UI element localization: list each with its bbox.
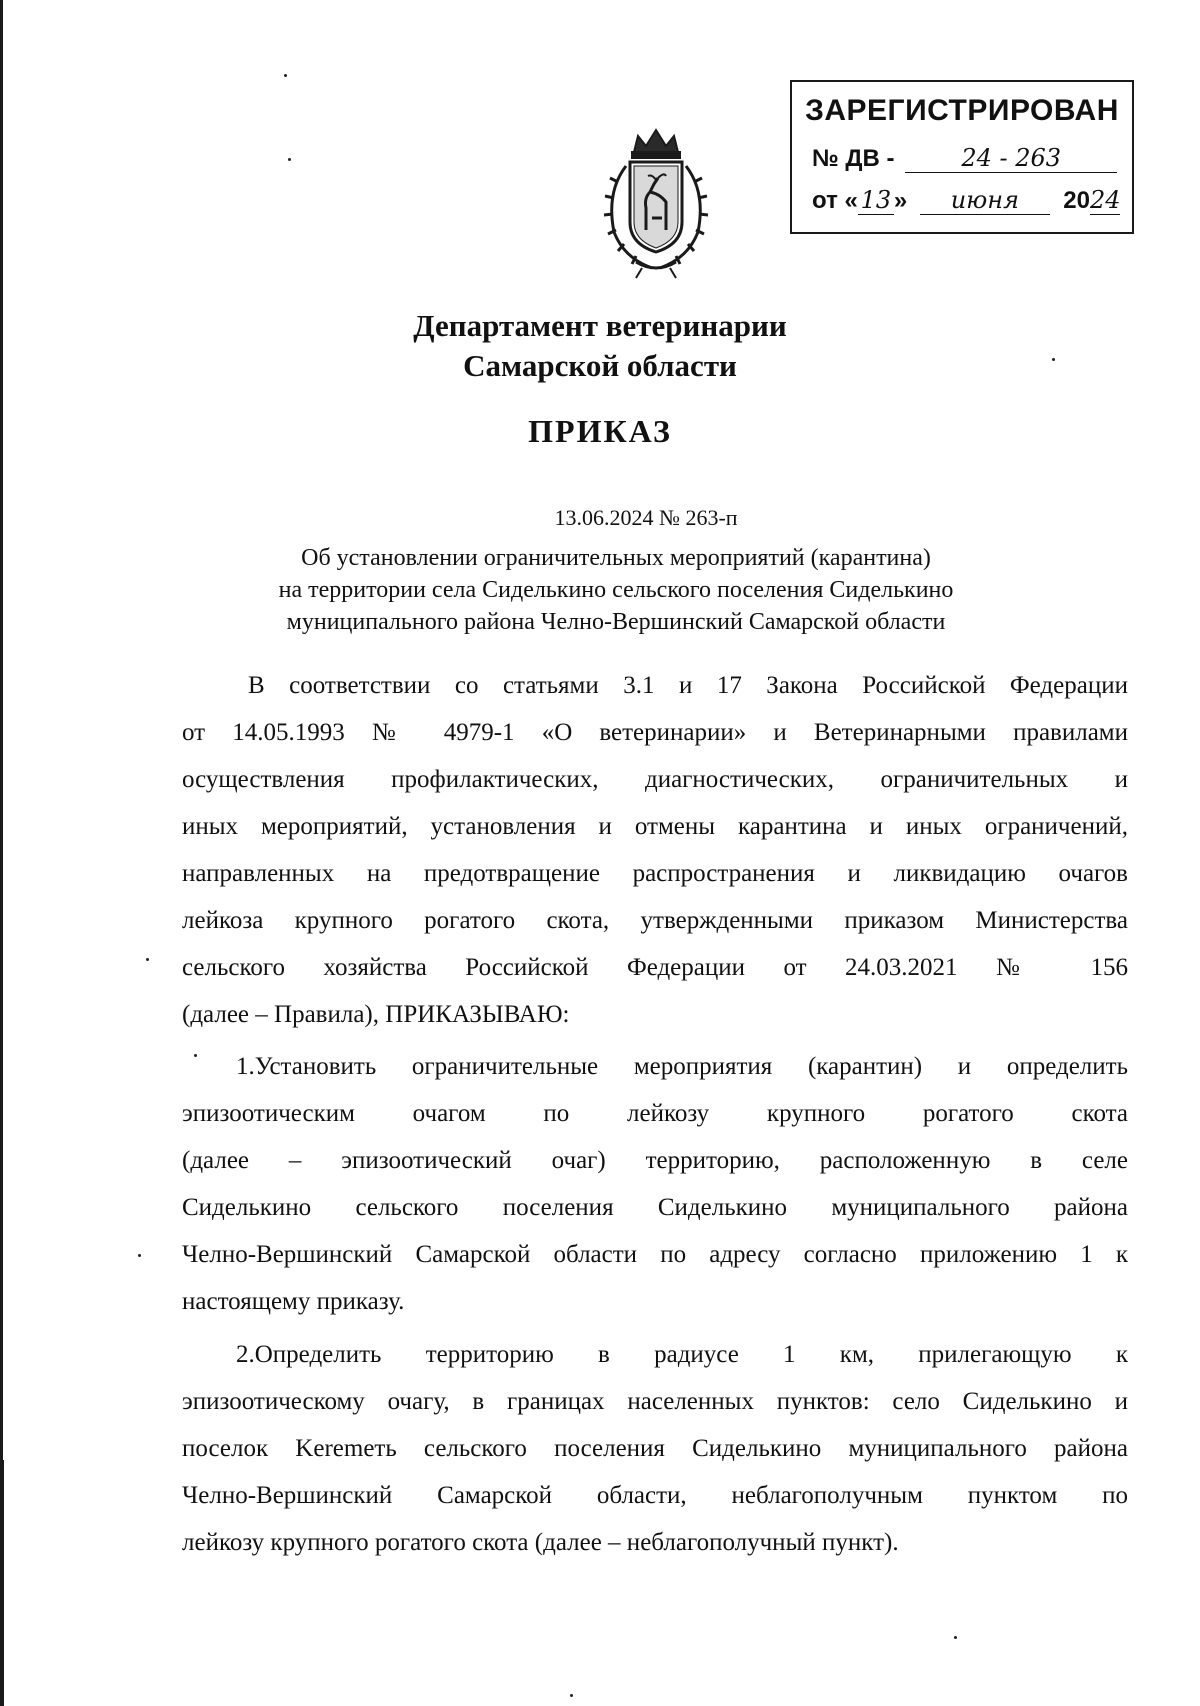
item1-line: 1.Установить ограничительные мероприятия (карантин) и определить: [236, 1053, 1128, 1080]
stamp-number-prefix: № ДВ -: [812, 145, 895, 172]
preamble-line: осуществления профилактических, диагностических, ограничительных и: [182, 766, 1128, 793]
item2-line: 2.Определить территорию в радиусе 1 км, прилегающую к: [236, 1341, 1128, 1368]
scan-speck: [954, 1636, 957, 1639]
item2-line: эпизоотическому очагу, в границах населенных пунктов: село Сиделькино и: [182, 1388, 1128, 1415]
scan-speck: [146, 958, 149, 961]
scan-speck: [138, 1254, 141, 1257]
stamp-year-prefix: 20: [1063, 187, 1090, 214]
order-subject-line: на территории села Сиделькино сельского поселения Сиделькино: [278, 577, 954, 603]
stamp-date-row: [812, 186, 1120, 215]
department-name-line2: Самарской области: [463, 348, 737, 383]
order-subject-line: Об установлении ограничительных мероприятий (карантина): [301, 545, 931, 571]
scan-speck: [570, 1694, 573, 1697]
preamble-line: В соответствии со статьями 3.1 и 17 Закона Российской Федерации: [248, 672, 1128, 699]
preamble-line: сельского хозяйства Российской Федерации от 24.03.2021 № 156: [182, 954, 1128, 981]
stamp-month-handwritten: июня: [920, 186, 1050, 215]
stamp-number-row: [812, 144, 1120, 173]
item1-line: эпизоотическим очагом по лейкозу крупного рогатого скота: [182, 1100, 1128, 1127]
department-name-line1: Департамент ветеринарии: [413, 308, 787, 343]
stamp-date-mid: »: [893, 187, 908, 214]
preamble-line: (далее – Правила), ПРИКАЗЫВАЮ:: [182, 1001, 570, 1028]
scan-speck: [284, 74, 287, 77]
item1-line: настоящему приказу.: [182, 1288, 405, 1315]
item2-line: лейкозу крупного рогатого скота (далее – неблагополучный пункт).: [182, 1529, 899, 1556]
scan-edge-lower: [0, 1460, 4, 1706]
preamble-line: направленных на предотвращение распространения и ликвидацию очагов: [182, 860, 1128, 887]
scan-edge: [0, 0, 3, 1706]
preamble-line: иных мероприятий, установления и отмены карантина и иных ограничений,: [182, 813, 1128, 840]
stamp-title: ЗАРЕГИСТРИРОВАН: [805, 94, 1119, 127]
stamp-year: [1063, 186, 1120, 215]
document-type: ПРИКАЗ: [528, 413, 672, 449]
item2-line: Челно-Вершинский Самарской области, неблагополучным пунктом по: [182, 1482, 1128, 1509]
registration-stamp: [790, 80, 1134, 234]
item1-line: Сиделькино сельского поселения Сиделькино муниципального района: [182, 1194, 1128, 1221]
scan-speck: [194, 1054, 197, 1057]
preamble-line: от 14.05.1993 № 4979-1 «О ветеринарии» и Ветеринарными правилами: [182, 719, 1128, 746]
stamp-year-handwritten: 24: [1090, 186, 1121, 214]
order-date-number: 13.06.2024 № 263-п: [554, 505, 738, 530]
stamp-day-handwritten: 13: [858, 186, 894, 215]
item1-line: Челно-Вершинский Самарской области по адресу согласно приложению 1 к: [182, 1241, 1128, 1268]
stamp-date-prefix: от «: [812, 187, 858, 214]
scan-speck: [1052, 358, 1055, 361]
samara-coat-of-arms-icon: [586, 122, 726, 282]
stamp-number-handwritten: 24 - 263: [905, 144, 1117, 173]
order-subject-line: муниципального района Челно-Вершинский Самарской области: [286, 609, 946, 635]
scan-speck: [288, 158, 291, 161]
item2-line: поселок Keremеть сельского поселения Сиделькино муниципального района: [182, 1435, 1128, 1462]
item1-line: (далее – эпизоотический очаг) территорию, расположенную в селе: [182, 1147, 1128, 1174]
preamble-line: лейкоза крупного рогатого скота, утвержденными приказом Министерства: [182, 907, 1128, 934]
